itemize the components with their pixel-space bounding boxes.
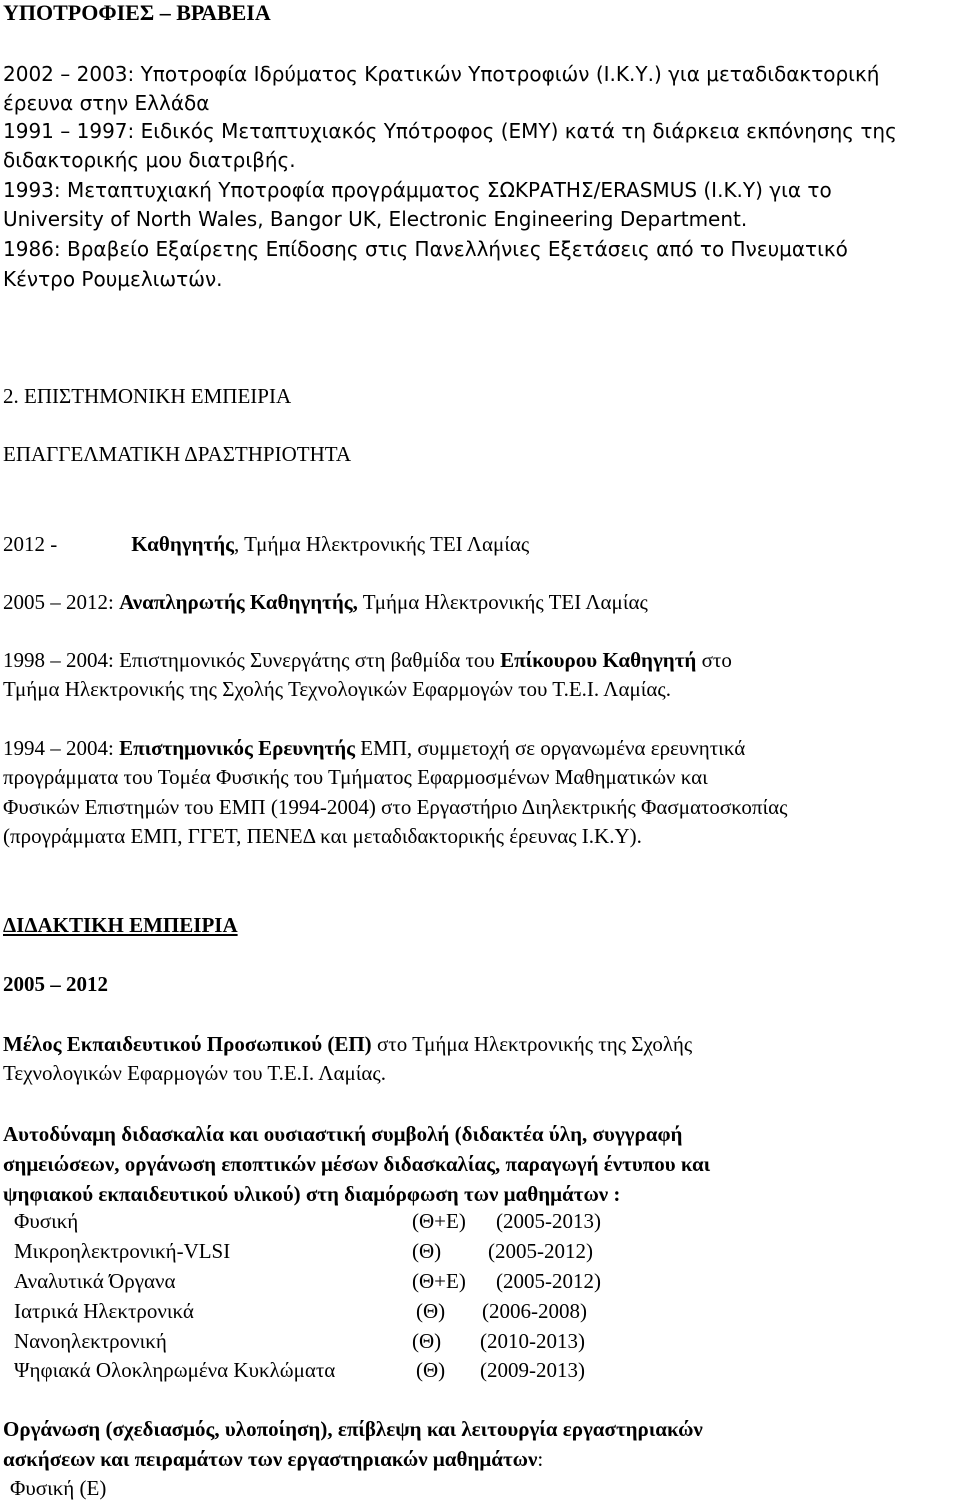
section-heading-fellowships: ΥΠΟΤΡΟΦΙΕΣ – ΒΡΑΒΕΙΑ	[3, 0, 271, 25]
fellowship-line-7: 1986: Βραβείο Εξαίρετης Επίδοσης στις Πανελλήνιες Εξετάσεις από το Πνευματικό	[3, 237, 848, 261]
career-entry-4-line-3: Φυσικών Επιστημών του ΕΜΠ (1994-2004) στο Εργαστήριο Διηλεκτρικής Φασματοσκοπίας	[3, 795, 788, 819]
course-years: (2005-2013)	[496, 1209, 601, 1233]
teaching-years: 2005 – 2012	[3, 972, 108, 996]
teaching-intro-line-2: σημειώσεων, οργάνωση εποπτικών μέσων διδασκαλίας, παραγωγή έντυπου και	[3, 1152, 711, 1176]
course-name: Φυσική	[14, 1209, 79, 1233]
section-heading-scientific: 2. ΕΠΙΣΤΗΜΟΝΙΚΗ ΕΜΠΕΙΡΙΑ	[3, 384, 292, 408]
career-entry-4-line-4: (προγράμματα ΕΜΠ, ΓΓΕΤ, ΠΕΝΕΔ και μεταδιδακτορικής έρευνας Ι.Κ.Υ).	[3, 824, 642, 848]
lab-course-first: Φυσική (Ε)	[10, 1476, 107, 1500]
career-entry-4-line-2: προγράμματα του Τομέα Φυσικής του Τμήματος Εφαρμοσμένων Μαθηματικών και	[3, 765, 708, 789]
course-years: (2006-2008)	[482, 1299, 587, 1323]
course-name: Ιατρικά Ηλεκτρονικά	[14, 1299, 194, 1323]
course-type: (Θ+Ε)	[412, 1209, 466, 1233]
career-entry-4	[3, 735, 745, 761]
career-entry-4-years: 1994 – 2004:	[3, 736, 120, 760]
career-entry-2	[3, 589, 648, 615]
career-entry-1	[3, 531, 529, 557]
course-type: (Θ)	[416, 1299, 446, 1323]
career-entry-3-post: στο	[696, 648, 732, 672]
career-entry-1-rest: , Τμήμα Ηλεκτρονικής ΤΕΙ Λαμίας	[234, 532, 530, 556]
career-entry-3-pre: Επιστημονικός Συνεργάτης στη βαθμίδα του	[119, 648, 501, 672]
career-entry-2-title: Αναπληρωτής Καθηγητής,	[119, 590, 358, 614]
course-years: (2010-2013)	[480, 1329, 585, 1353]
teaching-member-line-2: Τεχνολογικών Εφαρμογών του Τ.Ε.Ι. Λαμίας.	[3, 1061, 386, 1085]
course-type: (Θ+Ε)	[412, 1269, 466, 1293]
teaching-intro-line-3: ψηφιακού εκπαιδευτικού υλικού) στη διαμόρφωση των μαθημάτων :	[3, 1182, 621, 1206]
course-type: (Θ)	[412, 1239, 442, 1263]
career-entry-2-rest: Τμήμα Ηλεκτρονικής ΤΕΙ Λαμίας	[357, 590, 648, 614]
fellowship-line-4: διδακτορικής μου διατριβής.	[3, 148, 296, 172]
teaching-intro-line-1: Αυτοδύναμη διδασκαλία και ουσιαστική συμβολή (διδακτέα ύλη, συγγραφή	[3, 1122, 683, 1146]
lab-intro-text: ασκήσεων και πειραμάτων των εργαστηριακών μαθημάτων	[3, 1447, 538, 1471]
fellowship-line-1: 2002 – 2003: Υποτροφία Ιδρύματος Κρατικών Υποτροφιών (Ι.Κ.Υ.) για μεταδιδακτορική	[3, 62, 880, 86]
career-entry-4-post: ΕΜΠ, συμμετοχή σε οργανωμένα ερευνητικά	[355, 736, 746, 760]
course-type: (Θ)	[412, 1329, 442, 1353]
course-type: (Θ)	[416, 1358, 446, 1382]
career-entry-3-line-2: Τμήμα Ηλεκτρονικής της Σχολής Τεχνολογικών Εφαρμογών του Τ.Ε.Ι. Λαμίας.	[3, 677, 671, 701]
course-years: (2005-2012)	[496, 1269, 601, 1293]
career-entry-1-years: 2012 -	[3, 532, 58, 556]
career-entry-1-title: Καθηγητής	[131, 532, 235, 556]
career-entry-2-years: 2005 – 2012:	[3, 590, 120, 614]
section-heading-teaching: ΔΙΔΑΚΤΙΚΗ ΕΜΠΕΙΡΙΑ	[3, 913, 238, 937]
career-entry-4-title: Επιστημονικός Ερευνητής	[119, 736, 355, 760]
course-name: Ψηφιακά Ολοκληρωμένα Κυκλώματα	[14, 1358, 336, 1382]
lab-intro-line-1: Οργάνωση (σχεδιασμός, υλοποίηση), επίβλεψη και λειτουργία εργαστηριακών	[3, 1417, 703, 1441]
course-name: Νανοηλεκτρονική	[14, 1329, 167, 1353]
lab-intro-line-2	[3, 1446, 543, 1472]
fellowship-line-2: έρευνα στην Ελλάδα	[3, 91, 210, 115]
course-name: Μικροηλεκτρονική-VLSI	[14, 1239, 231, 1263]
teaching-member-line-1	[3, 1031, 692, 1057]
teaching-member-rest: στο Τμήμα Ηλεκτρονικής της Σχολής	[371, 1032, 693, 1056]
course-years: (2009-2013)	[480, 1358, 585, 1382]
lab-intro-colon: :	[537, 1447, 544, 1471]
course-name: Αναλυτικά Όργανα	[14, 1269, 176, 1293]
career-entry-3-years: 1998 – 2004:	[3, 648, 120, 672]
fellowship-line-3: 1991 – 1997: Ειδικός Μεταπτυχιακός Υπότροφος (ΕΜΥ) κατά τη διάρκεια εκπόνησης της	[3, 119, 897, 143]
career-entry-3	[3, 647, 732, 673]
career-entry-3-title: Επίκουρου Καθηγητή	[500, 648, 697, 672]
course-years: (2005-2012)	[488, 1239, 593, 1263]
subheading-professional-activity: ΕΠΑΓΓΕΛΜΑΤΙΚΗ ΔΡΑΣΤΗΡΙΟΤΗΤΑ	[3, 442, 352, 466]
fellowship-line-8: Κέντρο Ρουμελιωτών.	[3, 267, 223, 291]
teaching-member-title: Μέλος Εκπαιδευτικού Προσωπικού (ΕΠ)	[3, 1032, 372, 1056]
fellowship-line-6: University of North Wales, Bangor UK, Electronic Engineering Department.	[3, 207, 748, 231]
fellowship-line-5: 1993: Μεταπτυχιακή Υποτροφία προγράμματος ΣΩΚΡΑΤΗΣ/ERASMUS (Ι.Κ.Υ) για το	[3, 178, 832, 202]
